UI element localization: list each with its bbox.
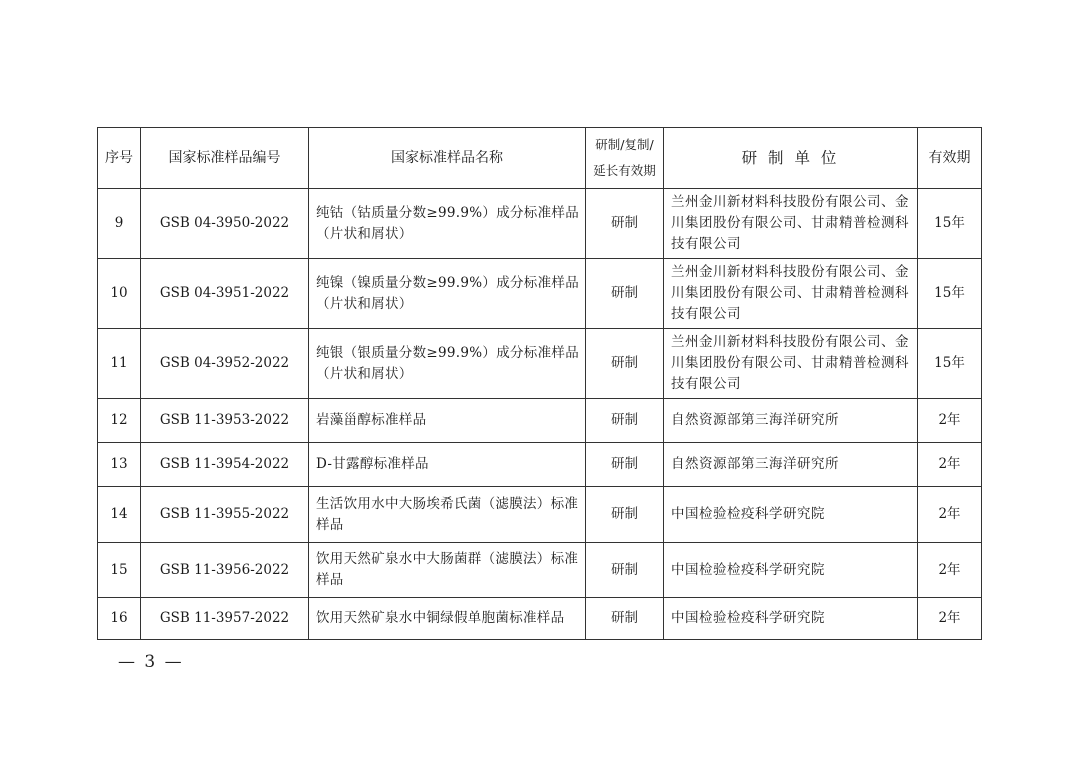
cell-unit: 兰州金川新材料科技股份有限公司、金川集团股份有限公司、甘肃精普检测科技有限公司: [664, 329, 918, 399]
header-status: [586, 128, 664, 189]
cell-validity: 2年: [918, 443, 982, 487]
cell-code: GSB 11-3955-2022: [141, 487, 309, 543]
cell-status: 研制: [586, 487, 664, 543]
cell-validity: 2年: [918, 487, 982, 543]
cell-name: 生活饮用水中大肠埃希氏菌（滤膜法）标准样品: [309, 487, 586, 543]
table-row: [98, 598, 982, 640]
cell-unit: 自然资源部第三海洋研究所: [664, 443, 918, 487]
cell-validity: 15年: [918, 329, 982, 399]
cell-code: GSB 04-3952-2022: [141, 329, 309, 399]
header-unit: 研 制 单 位: [664, 128, 918, 189]
cell-validity: 15年: [918, 189, 982, 259]
cell-seq: 12: [98, 399, 141, 443]
cell-code: GSB 11-3953-2022: [141, 399, 309, 443]
table-row: [98, 189, 982, 259]
cell-code: GSB 11-3956-2022: [141, 543, 309, 598]
cell-unit: 自然资源部第三海洋研究所: [664, 399, 918, 443]
header-seq: 序号: [98, 128, 141, 189]
cell-status: 研制: [586, 598, 664, 640]
cell-seq: 11: [98, 329, 141, 399]
table-row: [98, 329, 982, 399]
table-row: [98, 259, 982, 329]
cell-status: 研制: [586, 443, 664, 487]
cell-seq: 13: [98, 443, 141, 487]
cell-name: 饮用天然矿泉水中铜绿假单胞菌标准样品: [309, 598, 586, 640]
page-number: — 3 —: [118, 652, 184, 672]
cell-seq: 14: [98, 487, 141, 543]
cell-status: 研制: [586, 259, 664, 329]
table-header-row: [98, 128, 982, 189]
cell-unit: 兰州金川新材料科技股份有限公司、金川集团股份有限公司、甘肃精普检测科技有限公司: [664, 259, 918, 329]
cell-name: 岩藻甾醇标准样品: [309, 399, 586, 443]
cell-unit: 中国检验检疫科学研究院: [664, 487, 918, 543]
cell-code: GSB 11-3954-2022: [141, 443, 309, 487]
cell-name: D-甘露醇标准样品: [309, 443, 586, 487]
header-code: 国家标准样品编号: [141, 128, 309, 189]
cell-unit: 中国检验检疫科学研究院: [664, 598, 918, 640]
cell-status: 研制: [586, 329, 664, 399]
cell-code: GSB 04-3951-2022: [141, 259, 309, 329]
cell-seq: 9: [98, 189, 141, 259]
cell-name: 纯钴（钴质量分数≥99.9%）成分标准样品（片状和屑状）: [309, 189, 586, 259]
header-validity: 有效期: [918, 128, 982, 189]
cell-seq: 16: [98, 598, 141, 640]
table-row: [98, 399, 982, 443]
cell-seq: 15: [98, 543, 141, 598]
standard-samples-table: [97, 127, 982, 640]
cell-name: 纯镍（镍质量分数≥99.9%）成分标准样品（片状和屑状）: [309, 259, 586, 329]
table-row: [98, 543, 982, 598]
header-name: 国家标准样品名称: [309, 128, 586, 189]
cell-status: 研制: [586, 189, 664, 259]
cell-status: 研制: [586, 543, 664, 598]
table-row: [98, 443, 982, 487]
cell-code: GSB 04-3950-2022: [141, 189, 309, 259]
cell-code: GSB 11-3957-2022: [141, 598, 309, 640]
header-status-line1: 研制/复制/: [595, 137, 654, 152]
cell-name: 纯银（银质量分数≥99.9%）成分标准样品（片状和屑状）: [309, 329, 586, 399]
cell-seq: 10: [98, 259, 141, 329]
header-status-line2: 延长有效期: [593, 163, 656, 178]
cell-unit: 兰州金川新材料科技股份有限公司、金川集团股份有限公司、甘肃精普检测科技有限公司: [664, 189, 918, 259]
cell-status: 研制: [586, 399, 664, 443]
cell-validity: 2年: [918, 399, 982, 443]
table-row: [98, 487, 982, 543]
cell-validity: 2年: [918, 543, 982, 598]
cell-name: 饮用天然矿泉水中大肠菌群（滤膜法）标准样品: [309, 543, 586, 598]
cell-validity: 15年: [918, 259, 982, 329]
cell-validity: 2年: [918, 598, 982, 640]
cell-unit: 中国检验检疫科学研究院: [664, 543, 918, 598]
